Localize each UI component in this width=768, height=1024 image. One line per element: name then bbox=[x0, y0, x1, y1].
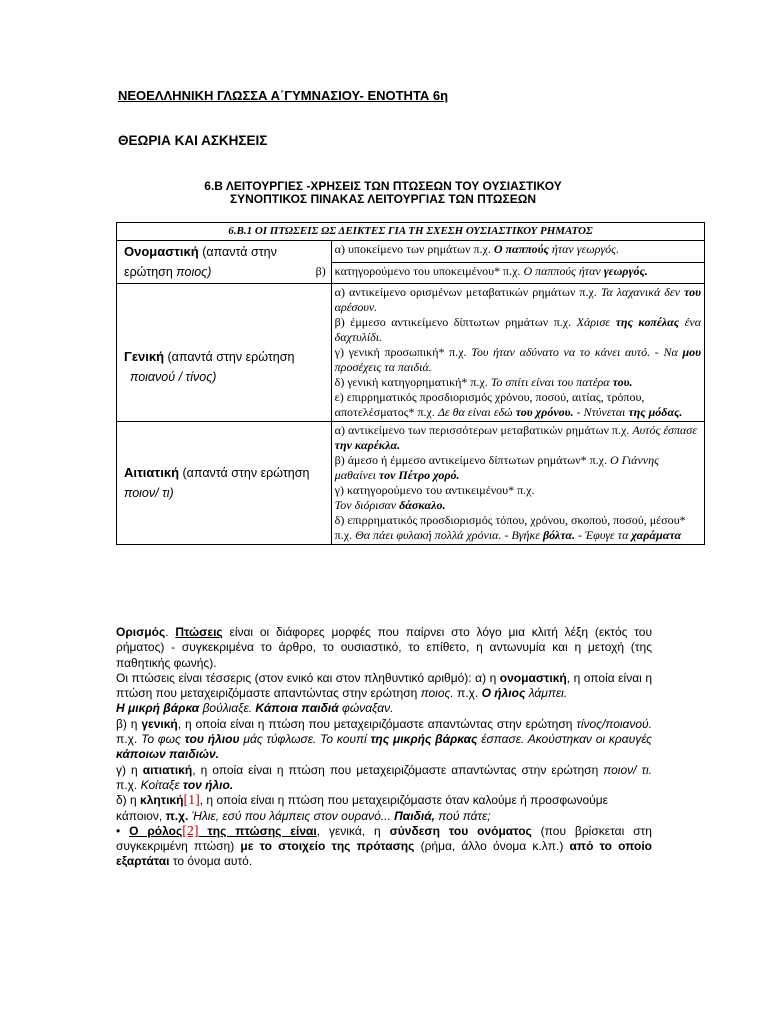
nominative-use-b: β) κατηγορούμενο του υποκειμένου* π.χ. Ο παππούς ήταν γεωργός. bbox=[331, 262, 704, 284]
page-title: ΝΕΟΕΛΛΗΝΙΚΗ ΓΛΩΣΣΑ Α΄ΓΥΜΝΑΣΙΟΥ- ΕΝΟΤΗΤΑ 6η bbox=[118, 88, 449, 103]
genitive-use-a: α) αντικείμενο ορισμένων μεταβατικών ρημάτων π.χ. Τα λαχανικά δεν του αρέσουν. bbox=[334, 285, 701, 314]
vocative-paragraph: δ) η κλητική[1], η οποία είναι η πτώση που μεταχειριζόμαστε όταν καλούμε ή προσφωνούμε κάποιον, π.χ. Ήλιε, εσύ που λάμπεις στον ουρανό... Παιδιά, πού πάτε; bbox=[116, 793, 608, 823]
accusative-use-b: β) άμεσο ή έμμεσο αντικείμενο δίπτωτων ρημάτων* π.χ. Ο Γιάννης μαθαίνει τον Πέτρο χορό. bbox=[334, 453, 659, 482]
role-paragraph: • Ο ρόλος[2] της πτώσης είναι, γενικά, η σύνδεση του ονόματος (που βρίσκεται στη συγκεκριμένη πτώση) με το στοιχείο της πρότασης (ρήμα, άλλο όνομα κ.λπ.) από το οποίο εξαρτάται το όνομα αυτό. bbox=[116, 823, 652, 869]
genitive-use-e: ε) επιρρηματικός προσδιορισμός χρόνου, ποσού, αιτίας, τρόπου, αποτελέσματος* π.χ. Δε θα είναι εδώ του χρόνου. - Ντύνεται της μόδας. bbox=[334, 390, 683, 419]
accusative-use-c: γ) κατηγορούμενο του αντικειμένου* π.χ. Τον διόρισαν δάσκαλο. bbox=[334, 483, 535, 512]
page-subtitle: ΘΕΩΡΙΑ ΚΑΙ ΑΣΚΗΣΕΙΣ bbox=[118, 133, 268, 148]
accusative-uses bbox=[331, 422, 704, 545]
genitive-use-b: β) έμμεσο αντικείμενο δίπτωτων ρημάτων π.χ. Χάρισε της κοπέλας ένα δαχτυλίδι. bbox=[334, 315, 701, 344]
definition-paragraph: Ορισμός. Πτώσεις είναι οι διάφορες μορφές που παίρνει στο λόγο μια κλιτή λέξη (εκτός του ρήματος) - συγκεκριμένα το άρθρο, το ουσιαστικό, το επίθετο, η αντωνυμία και η μετοχή (της παθητικής φωνής). bbox=[116, 625, 653, 670]
cases-table bbox=[116, 222, 705, 545]
nominative-use-a: α) υποκείμενο των ρημάτων π.χ. Ο παππούς ήταν γεωργός. bbox=[331, 241, 704, 263]
footnote-ref-1[interactable]: [1] bbox=[183, 793, 200, 809]
nominative-paragraph: Οι πτώσεις είναι τέσσερις (στον ενικό και στον πληθυντικό αριθμό): α) η ονομαστική, η οποία είναι η πτώση που μεταχειριζόμαστε απαντώντας στην ερώτηση ποιος. π.χ. Ο ήλιος λάμπει. Η μικρή βάρκα βούλιαξε. Κάποια παιδιά φώναξαν. bbox=[116, 670, 652, 716]
accusative-use-a: α) αντικείμενο των περισσότερων μεταβατικών ρημάτων π.χ. Αυτός έσπασε την καρέκλα. bbox=[334, 423, 697, 452]
table-caption-row bbox=[117, 223, 705, 241]
case-name-genitive: Γενική (απαντά στην ερώτηση ποιανού / τίνος) bbox=[117, 284, 332, 422]
table-caption: 6.Β.1 ΟΙ ΠΤΩΣΕΙΣ ΩΣ ΔΕΙΚΤΕΣ ΓΙΑ ΤΗ ΣΧΕΣΗ ΟΥΣΙΑΣΤΙΚΟΥ ΡΗΜΑΤΟΣ bbox=[117, 223, 705, 241]
theory-text bbox=[116, 625, 652, 870]
table-row-accusative bbox=[117, 422, 705, 545]
section-heading-line-1: 6.Β ΛΕΙΤΟΥΡΓΙΕΣ -ΧΡΗΣΕΙΣ ΤΩΝ ΠΤΩΣΕΩΝ ΤΟΥ ΟΥΣΙΑΣΤΙΚΟΥ bbox=[204, 179, 562, 193]
accusative-paragraph: γ) η αιτιατική, η οποία είναι η πτώση που μεταχειριζόμαστε απαντώντας στην ερώτηση ποιον/ τι. π.χ. Κοίταξε τον ήλιο. bbox=[116, 762, 652, 792]
footnote-ref-2[interactable]: [2] bbox=[182, 823, 199, 839]
table-row-nominative bbox=[117, 241, 705, 263]
section-heading-line-2: ΣΥΝΟΠΤΙΚΟΣ ΠΙΝΑΚΑΣ ΛΕΙΤΟΥΡΓΙΑΣ ΤΩΝ ΠΤΩΣΕΩΝ bbox=[229, 192, 537, 206]
table-row-genitive bbox=[117, 284, 705, 422]
genitive-uses bbox=[331, 284, 704, 422]
genitive-use-d: δ) γενική κατηγορηματική* π.χ. Το σπίτι είναι του πατέρα του. bbox=[334, 375, 633, 389]
genitive-paragraph: β) η γενική, η οποία είναι η πτώση που μεταχειριζόμαστε απαντώντας στην ερώτηση τίνος/ποιανού. π.χ. Το φως του ήλιου μάς τύφλωσε. Το κουπί της μικρής βάρκας έσπασε. Ακούστηκαν οι κραυγές κάποιων παιδιών. bbox=[116, 716, 652, 762]
section-heading bbox=[118, 180, 648, 206]
case-name-accusative: Αιτιατική (απαντά στην ερώτηση ποιον/ τι) bbox=[117, 422, 332, 545]
case-name-nominative: Ονομαστική (απαντά στην ερώτηση ποιος) bbox=[117, 241, 332, 284]
genitive-use-c: γ) γενική προσωπική* π.χ. Του ήταν αδύνατο να το κάνει αυτό. - Να μου προσέχεις τα παιδιά. bbox=[334, 345, 701, 374]
accusative-use-d: δ) επιρρηματικός προσδιορισμός τόπου, χρόνου, σκοπού, ποσού, μέσου* π.χ. Θα πάει φυλακή πολλά χρόνια. - Βγήκε βόλτα. - Έφυγε τα χαράματα bbox=[334, 513, 686, 542]
